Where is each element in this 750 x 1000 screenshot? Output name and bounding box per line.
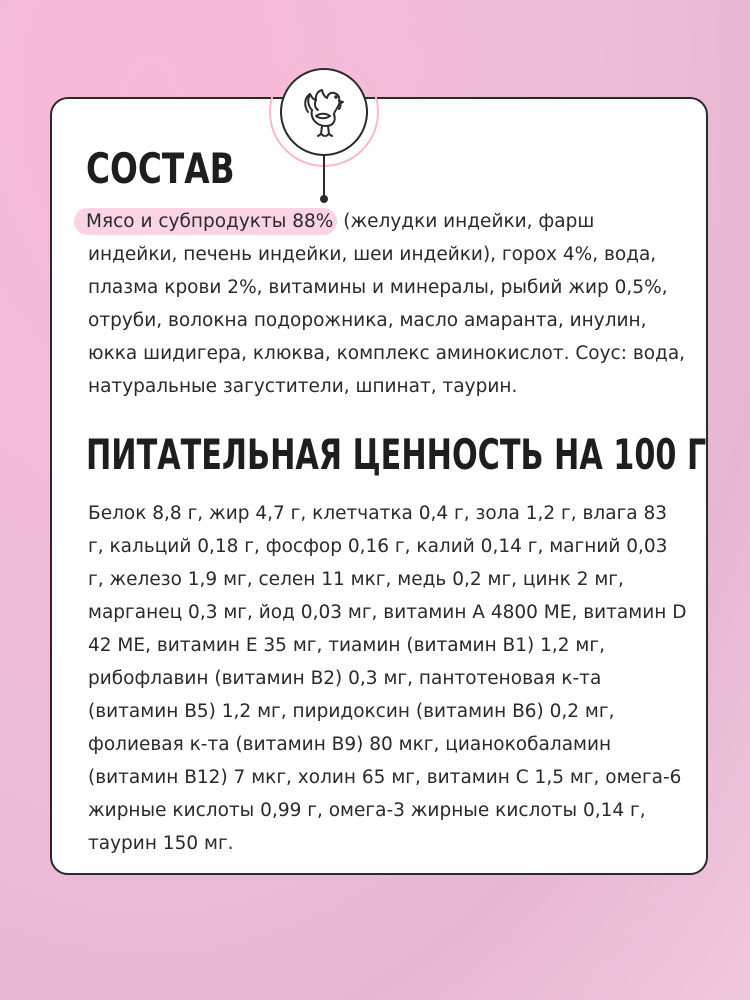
composition-body: (желудки индейки, фарш индейки, печень индейки, шеи индейки), горох 4%, вода, плазма крови 2%, витамины и минералы, рыбий жир 0,5%, отруби, волокна подорожника, масло амаранта, инулин, юкка шидигера, клюква, комплекс аминокислот. Соус: вода, натуральные загустители, шпинат, таурин.	[88, 211, 686, 397]
composition-title: СОСТАВ	[86, 144, 235, 193]
turkey-icon	[294, 82, 354, 142]
nutrition-title: ПИТАТЕЛЬНАЯ ЦЕННОСТЬ НА 100 Г	[86, 430, 707, 479]
icon-badge	[280, 68, 368, 156]
nutrition-text: Белок 8,8 г, жир 4,7 г, клетчатка 0,4 г, зола 1,2 г, влага 83 г, кальций 0,18 г, фосфор 0,16 г, калий 0,14 г, магний 0,03 г, железо 1,9 мг, селен 11 мкг, медь 0,2 мг, цинк 2 мг, марганец 0,3 мг, йод 0,03 мг, витамин А 4800 МЕ, витамин D 42 МЕ, витамин Е 35 мг, тиамин (витамин В1) 1,2 мг, рибофлавин (витамин В2) 0,3 мг, пантотеновая к-та (витамин В5) 1,2 мг, пиридоксин (витамин В6) 0,2 мг, фолиевая к-та (витамин В9) 80 мкг, цианокобаламин (витамин В12) 7 мкг, холин 65 мг, витамин С 1,5 мг, омега-6 жирные кислоты 0,99 г, омега-3 жирные кислоты 0,14 г, таурин 150 мг.	[88, 503, 687, 854]
composition-text	[88, 205, 688, 403]
connector-line	[323, 155, 325, 199]
composition-highlight: Мясо и субпродукты 88%	[74, 208, 337, 235]
connector-dot	[320, 195, 328, 203]
